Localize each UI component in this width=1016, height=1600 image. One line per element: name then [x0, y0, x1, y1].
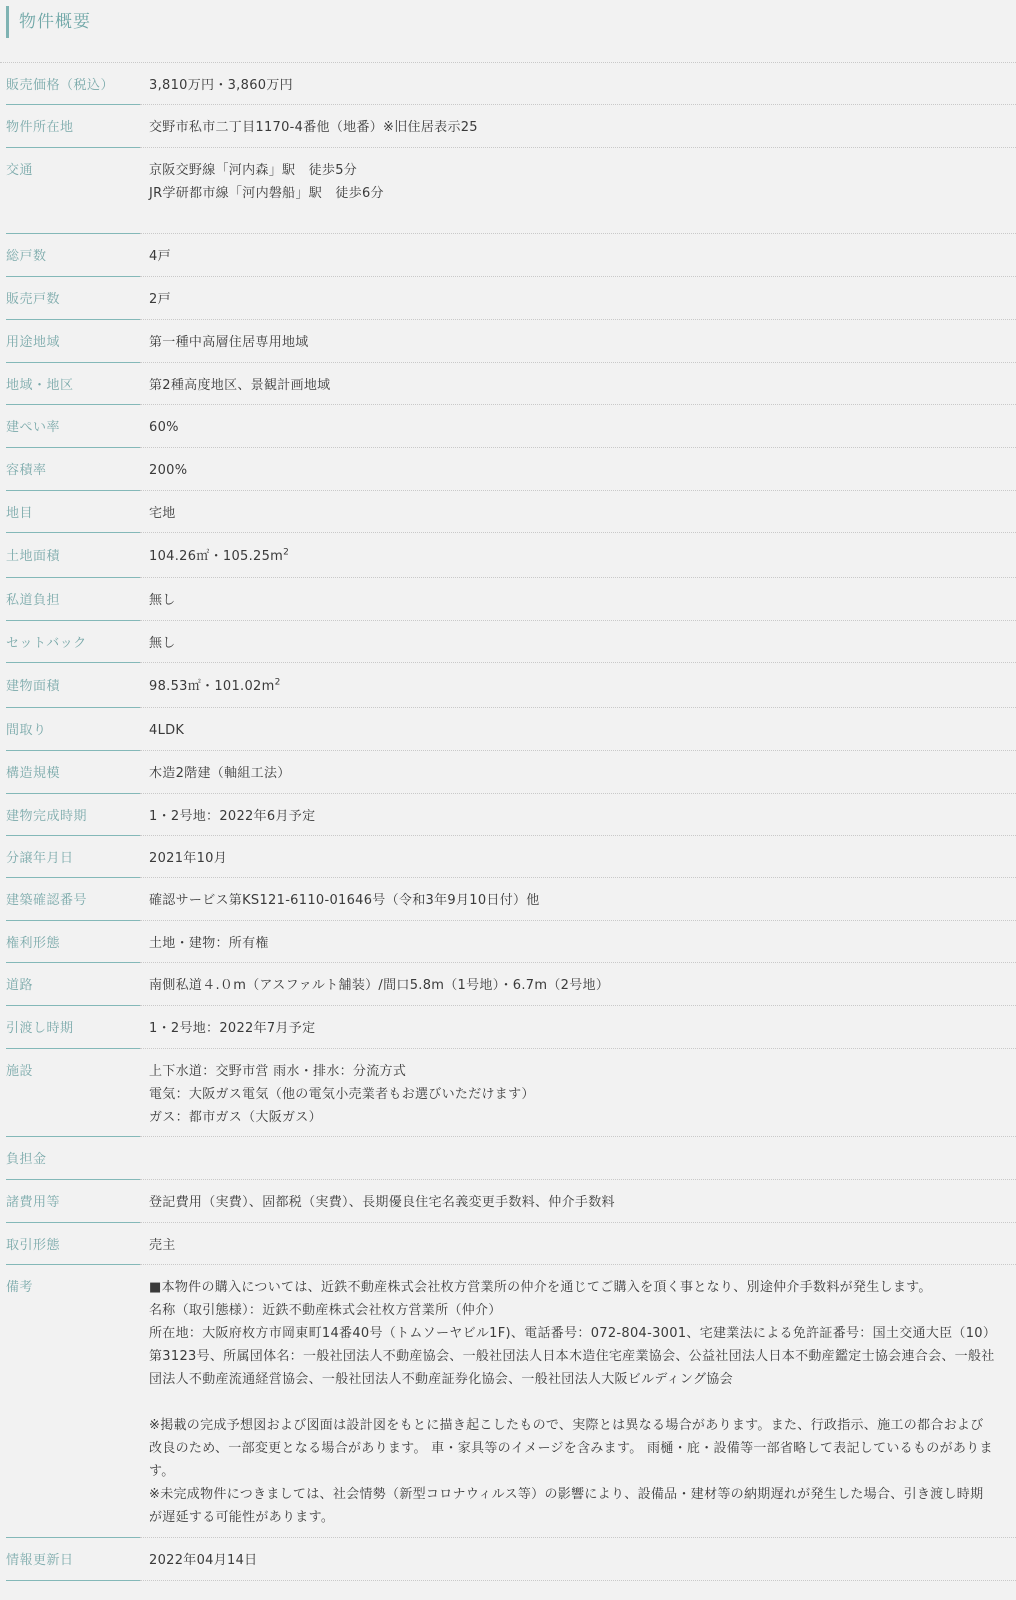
- detail-label: 道路: [0, 963, 140, 1006]
- detail-value-line: [149, 762, 996, 785]
- detail-row: [0, 621, 1016, 663]
- detail-value-line: [149, 288, 996, 311]
- detail-label: 私道負担: [0, 578, 140, 621]
- detail-row: [0, 1137, 1016, 1180]
- detail-value-text: 名称（取引態様）：近鉄不動産株式会社枚方営業所（仲介）: [149, 1303, 502, 1318]
- detail-label: 地域・地区: [0, 363, 140, 405]
- detail-value-line: [149, 847, 996, 870]
- detail-value-text: 3,810万円・3,860万円: [149, 78, 293, 93]
- detail-row: [0, 148, 1016, 234]
- detail-value-line: [149, 632, 996, 655]
- detail-row: [0, 363, 1016, 405]
- detail-value: [140, 708, 1016, 751]
- detail-value-text: 南側私道４.０m（アスファルト舗装）/間口5.8m（1号地）・6.7m（2号地）: [149, 978, 610, 993]
- detail-value: [140, 878, 1016, 921]
- blank-line: [149, 1391, 996, 1414]
- detail-value-text: 1・2号地：2022年6月予定: [149, 809, 316, 824]
- detail-value-text: 無し: [149, 593, 176, 608]
- detail-value-text: 第一種中高層住居専用地域: [149, 335, 309, 350]
- detail-value-line: [149, 159, 996, 182]
- detail-value: [140, 491, 1016, 533]
- detail-value-line: [149, 1191, 996, 1214]
- detail-label: 諸費用等: [0, 1180, 140, 1223]
- detail-value-line: [149, 331, 996, 354]
- detail-value: [140, 320, 1016, 363]
- detail-row: [0, 234, 1016, 277]
- detail-value-line: [149, 245, 996, 268]
- detail-row: [0, 448, 1016, 491]
- detail-value-line: [149, 1060, 996, 1083]
- detail-row: [0, 491, 1016, 533]
- detail-label: セットバック: [0, 621, 140, 663]
- detail-value-line: [149, 1017, 996, 1040]
- detail-value: [140, 794, 1016, 836]
- detail-value-text: 土地・建物：所有権: [149, 936, 269, 951]
- detail-value: [140, 836, 1016, 878]
- detail-label: 権利形態: [0, 921, 140, 963]
- detail-row: [0, 878, 1016, 921]
- detail-value: [140, 1538, 1016, 1581]
- detail-value-line: [149, 889, 996, 912]
- detail-value: [140, 148, 1016, 234]
- detail-value-text: 4LDK: [149, 723, 185, 738]
- detail-value: [140, 105, 1016, 148]
- detail-value-text: ガス：都市ガス（大阪ガス）: [149, 1110, 322, 1125]
- detail-value-line: [149, 459, 996, 482]
- detail-value-line: [149, 182, 996, 205]
- detail-value-text: 104.26㎡・105.25m: [149, 549, 284, 564]
- detail-label: 容積率: [0, 448, 140, 491]
- detail-label: 構造規模: [0, 751, 140, 794]
- detail-value-line: [149, 1276, 996, 1299]
- detail-label: 取引形態: [0, 1223, 140, 1265]
- detail-row: [0, 1265, 1016, 1538]
- detail-row: [0, 1223, 1016, 1265]
- detail-label: 情報更新日: [0, 1538, 140, 1581]
- detail-value-line: [149, 675, 996, 698]
- detail-label: 施設: [0, 1049, 140, 1137]
- detail-value-text: JR学研都市線「河内磐船」駅 徒歩6分: [149, 186, 384, 201]
- detail-value-line: [149, 932, 996, 955]
- detail-row: [0, 63, 1016, 105]
- detail-label: 建築確認番号: [0, 878, 140, 921]
- detail-value: [140, 234, 1016, 277]
- detail-label: 建物面積: [0, 663, 140, 708]
- detail-label: 土地面積: [0, 533, 140, 578]
- detail-label: 販売価格（税込）: [0, 63, 140, 105]
- detail-value-text: 上下水道：交野市営 雨水・排水：分流方式: [149, 1064, 407, 1079]
- detail-row: [0, 921, 1016, 963]
- detail-label: 建物完成時期: [0, 794, 140, 836]
- detail-value: [140, 1049, 1016, 1137]
- detail-value-line: [149, 719, 996, 742]
- detail-value-line: [149, 589, 996, 612]
- detail-value-text: 売主: [149, 1238, 176, 1253]
- detail-value-text: 2022年04月14日: [149, 1553, 258, 1568]
- detail-value-line: [149, 1083, 996, 1106]
- detail-label: 地目: [0, 491, 140, 533]
- detail-row: [0, 663, 1016, 708]
- section-title: 物件概要: [6, 6, 91, 38]
- detail-value-text: 所在地：大阪府枚方市岡東町14番40号（トムソーヤビル1F)、電話番号：072-804-3001、宅建業法による免許証番号：国土交通大臣（10）第3123号、所属団体名：一般社団法人不動産協会、一般社団法人日本木造住宅産業協会、公益社団法人日本不動産鑑定士協会連合会、一般社団法人不動産流通経営協会、一般社団法人不動産証券化協会、一般社団法人大阪ビルディング協会: [149, 1326, 995, 1387]
- detail-value-text: 4戸: [149, 249, 171, 264]
- detail-value-text: ※掲載の完成予想図および図面は設計図をもとに描き起こしたもので、実際とは異なる場合があります。また、行政指示、施工の都合および改良のため、一部変更となる場合があります。 車・家具等のイメージを含みます。 雨樋・庇・設備等一部省略して表記しているものがあります。: [149, 1418, 993, 1479]
- detail-value-text: ■本物件の購入については、近鉄不動産株式会社枚方営業所の仲介を通じてご購入を頂く事となり、別途仲介手数料が発生します。: [149, 1280, 932, 1295]
- detail-value-line: [149, 1483, 996, 1529]
- detail-value-text: 第2種高度地区、景観計画地域: [149, 378, 331, 393]
- detail-value: [140, 1006, 1016, 1049]
- detail-value-line: [149, 545, 996, 568]
- detail-row: [0, 1006, 1016, 1049]
- detail-row: [0, 105, 1016, 148]
- detail-row: [0, 794, 1016, 836]
- detail-value: [140, 1223, 1016, 1265]
- unit-superscript: 2: [274, 677, 281, 688]
- detail-value: [140, 533, 1016, 578]
- detail-value: [140, 363, 1016, 405]
- detail-row: [0, 751, 1016, 794]
- detail-value-text: 宅地: [149, 506, 176, 521]
- detail-value-text: 98.53㎡・101.02m: [149, 679, 275, 694]
- detail-value-line: [149, 74, 996, 97]
- detail-value-text: 木造2階建（軸組工法）: [149, 766, 291, 781]
- detail-value-line: [149, 116, 996, 139]
- detail-row: [0, 578, 1016, 621]
- detail-value-line: [149, 374, 996, 397]
- detail-label: 建ぺい率: [0, 405, 140, 448]
- detail-value: [140, 63, 1016, 105]
- detail-row: [0, 533, 1016, 578]
- detail-row: [0, 708, 1016, 751]
- detail-value-line: [149, 1414, 996, 1483]
- detail-value-line: [149, 974, 996, 997]
- detail-value-line: [149, 502, 996, 525]
- detail-value-text: 登記費用（実費）、固都税（実費）、長期優良住宅名義変更手数料、仲介手数料: [149, 1195, 615, 1210]
- detail-value: [140, 578, 1016, 621]
- unit-superscript: 2: [283, 547, 290, 558]
- detail-value-text: ※未完成物件につきましては、社会情勢（新型コロナウィルス等）の影響により、設備品・建材等の納期遅れが発生した場合、引き渡し時期が遅延する可能性があります。: [149, 1487, 984, 1525]
- detail-label: 用途地域: [0, 320, 140, 363]
- detail-value: [140, 1180, 1016, 1223]
- detail-label: 引渡し時期: [0, 1006, 140, 1049]
- detail-row: [0, 1538, 1016, 1581]
- detail-label: 間取り: [0, 708, 140, 751]
- detail-value-text: 交野市私市二丁目1170-4番他（地番）※旧住居表示25: [149, 120, 478, 135]
- detail-label: 備考: [0, 1265, 140, 1538]
- detail-value-text: 2021年10月: [149, 851, 228, 866]
- detail-label: 分譲年月日: [0, 836, 140, 878]
- detail-row: [0, 963, 1016, 1006]
- detail-value: [140, 405, 1016, 448]
- detail-value-line: [149, 1549, 996, 1572]
- detail-value-line: [149, 1106, 996, 1129]
- detail-value-line: [149, 1299, 996, 1322]
- detail-value-text: 60%: [149, 420, 179, 435]
- detail-value: [140, 277, 1016, 320]
- detail-value-text: 無し: [149, 636, 176, 651]
- detail-row: [0, 320, 1016, 363]
- detail-label: 販売戸数: [0, 277, 140, 320]
- detail-value: [140, 921, 1016, 963]
- detail-row: [0, 836, 1016, 878]
- detail-value: [140, 1137, 1016, 1180]
- detail-label: 総戸数: [0, 234, 140, 277]
- detail-label: 物件所在地: [0, 105, 140, 148]
- detail-value-text: 2戸: [149, 292, 171, 307]
- detail-row: [0, 277, 1016, 320]
- detail-value: [140, 663, 1016, 708]
- detail-row: [0, 1180, 1016, 1223]
- detail-value: [140, 1265, 1016, 1538]
- detail-value: [140, 621, 1016, 663]
- detail-value-line: [149, 1234, 996, 1257]
- detail-row: [0, 1049, 1016, 1137]
- detail-value-line: [149, 805, 996, 828]
- detail-value: [140, 751, 1016, 794]
- detail-value: [140, 448, 1016, 491]
- property-details-table: [0, 62, 1016, 1581]
- detail-value-text: 確認サービス第KS121-6110-01646号（令和3年9月10日付）他: [149, 893, 540, 908]
- detail-value-text: 1・2号地：2022年7月予定: [149, 1021, 316, 1036]
- detail-value-text: 電気：大阪ガス電気（他の電気小売業者もお選びいただけます）: [149, 1087, 535, 1102]
- detail-label: 交通: [0, 148, 140, 234]
- detail-label: 負担金: [0, 1137, 140, 1180]
- detail-value-line: [149, 1322, 996, 1391]
- detail-value-line: [149, 416, 996, 439]
- detail-row: [0, 405, 1016, 448]
- detail-value: [140, 963, 1016, 1006]
- detail-value-text: 200%: [149, 463, 188, 478]
- detail-value-text: 京阪交野線「河内森」駅 徒歩5分: [149, 163, 358, 178]
